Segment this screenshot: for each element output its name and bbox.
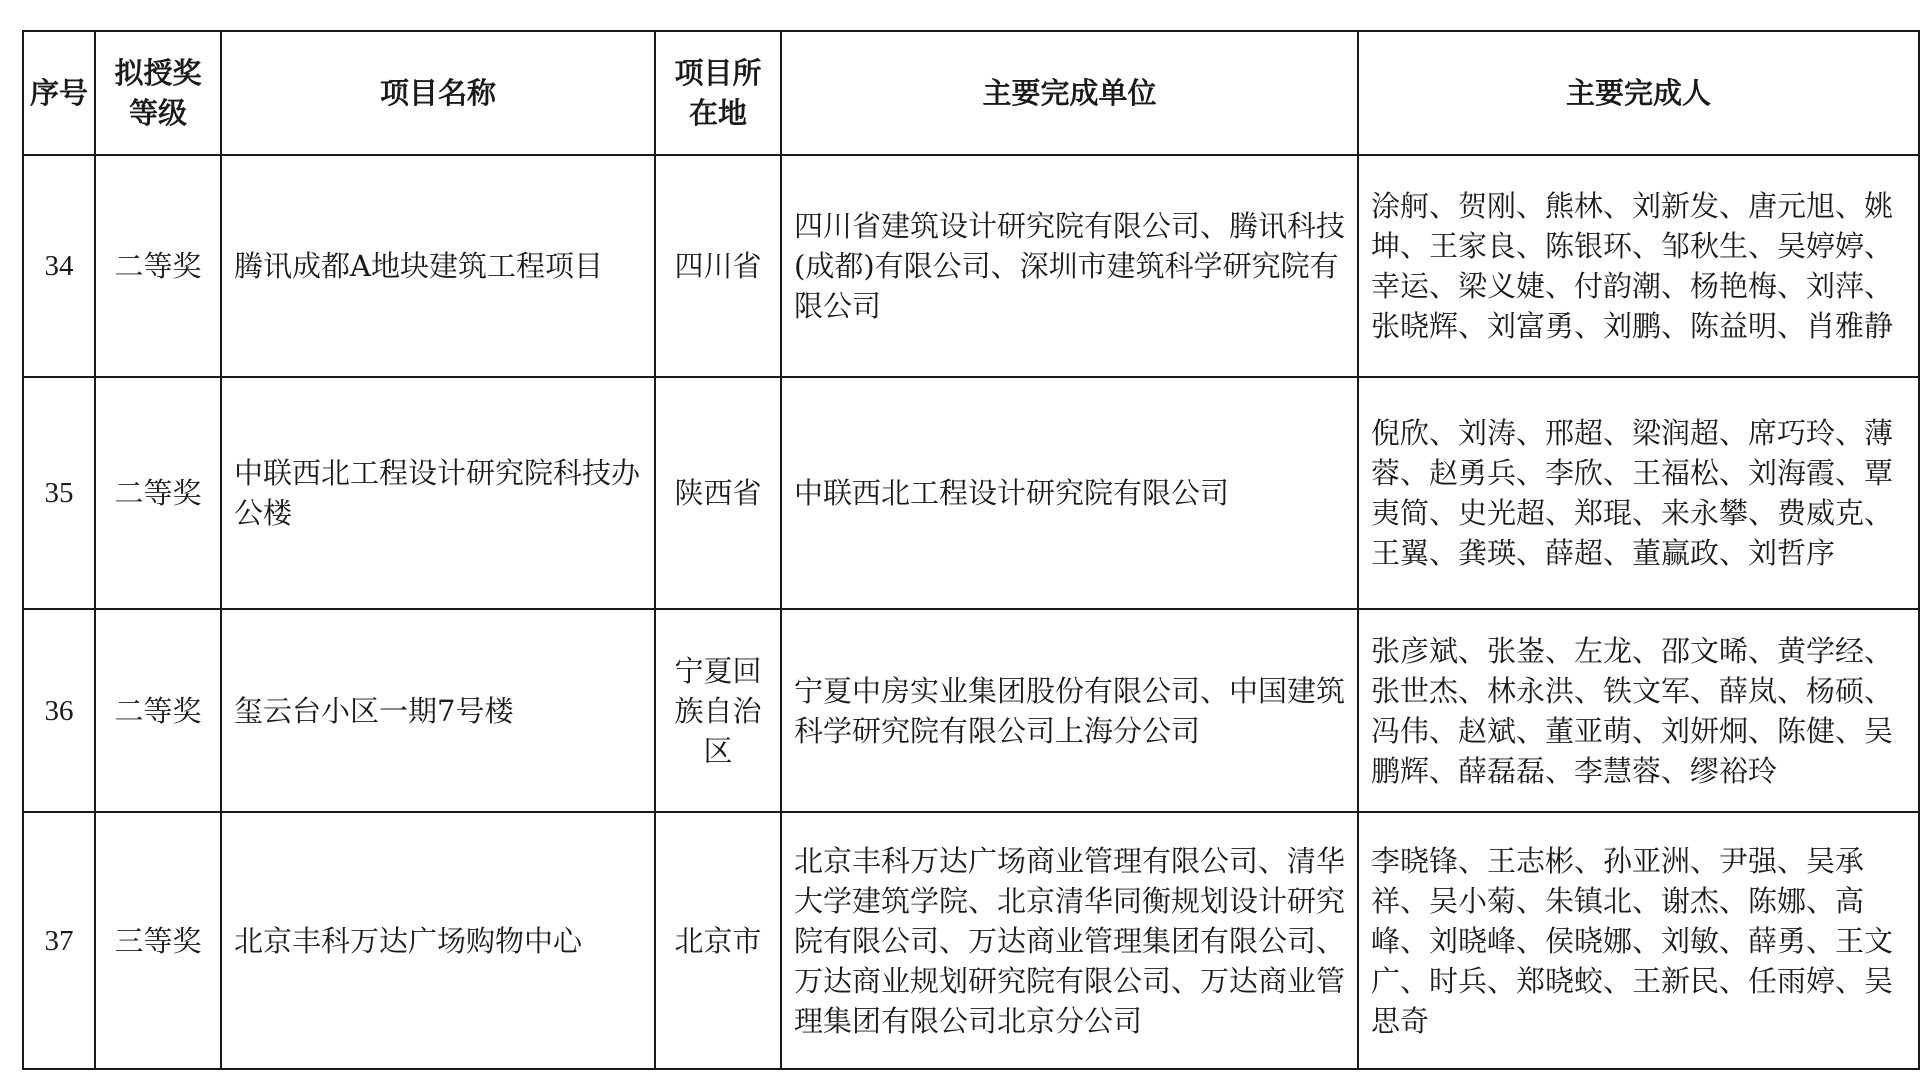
table-row <box>23 812 1919 1069</box>
cell-people: 张彦斌、张崟、左龙、邵文晞、黄学经、张世杰、林永洪、铁文军、薛岚、杨硕、冯伟、赵斌、董亚萌、刘妍炯、陈健、吴鹏辉、薛磊磊、李慧蓉、缪裕玲 <box>1358 609 1919 812</box>
cell-units: 四川省建筑设计研究院有限公司、腾讯科技(成都)有限公司、深圳市建筑科学研究院有限公司 <box>781 155 1358 377</box>
cell-people: 李晓锋、王志彬、孙亚洲、尹强、吴承祥、吴小菊、朱镇北、谢杰、陈娜、高峰、刘晓峰、侯晓娜、刘敏、薛勇、王文广、时兵、郑晓蛟、王新民、任雨婷、吴思奇 <box>1358 812 1919 1069</box>
cell-index: 35 <box>23 377 95 609</box>
cell-grade: 二等奖 <box>95 377 221 609</box>
cell-location: 四川省 <box>655 155 781 377</box>
cell-project: 中联西北工程设计研究院科技办公楼 <box>221 377 655 609</box>
table-header-row <box>23 31 1919 155</box>
cell-units: 中联西北工程设计研究院有限公司 <box>781 377 1358 609</box>
cell-index: 37 <box>23 812 95 1069</box>
header-project: 项目名称 <box>221 31 655 155</box>
header-index: 序号 <box>23 31 95 155</box>
cell-grade: 三等奖 <box>95 812 221 1069</box>
header-people: 主要完成人 <box>1358 31 1919 155</box>
table-row <box>23 155 1919 377</box>
header-location: 项目所在地 <box>655 31 781 155</box>
cell-units: 北京丰科万达广场商业管理有限公司、清华大学建筑学院、北京清华同衡规划设计研究院有限公司、万达商业管理集团有限公司、万达商业规划研究院有限公司、万达商业管理集团有限公司北京分公司 <box>781 812 1358 1069</box>
cell-project: 玺云台小区一期7号楼 <box>221 609 655 812</box>
cell-location: 陕西省 <box>655 377 781 609</box>
cell-grade: 二等奖 <box>95 155 221 377</box>
cell-project: 北京丰科万达广场购物中心 <box>221 812 655 1069</box>
cell-people: 倪欣、刘涛、邢超、梁润超、席巧玲、薄蓉、赵勇兵、李欣、王福松、刘海霞、覃夷简、史光超、郑琨、来永攀、费威克、王翼、龚瑛、薛超、董赢政、刘哲序 <box>1358 377 1919 609</box>
cell-people: 涂舸、贺刚、熊林、刘新发、唐元旭、姚坤、王家良、陈银环、邹秋生、吴婷婷、幸运、梁义婕、付韵潮、杨艳梅、刘萍、张晓辉、刘富勇、刘鹏、陈益明、肖雅静 <box>1358 155 1919 377</box>
table-row <box>23 377 1919 609</box>
awards-table <box>22 30 1920 1070</box>
cell-location: 北京市 <box>655 812 781 1069</box>
header-units: 主要完成单位 <box>781 31 1358 155</box>
table-row <box>23 609 1919 812</box>
header-grade: 拟授奖等级 <box>95 31 221 155</box>
cell-project: 腾讯成都A地块建筑工程项目 <box>221 155 655 377</box>
cell-index: 36 <box>23 609 95 812</box>
cell-units: 宁夏中房实业集团股份有限公司、中国建筑科学研究院有限公司上海分公司 <box>781 609 1358 812</box>
cell-location: 宁夏回族自治区 <box>655 609 781 812</box>
cell-index: 34 <box>23 155 95 377</box>
cell-grade: 二等奖 <box>95 609 221 812</box>
